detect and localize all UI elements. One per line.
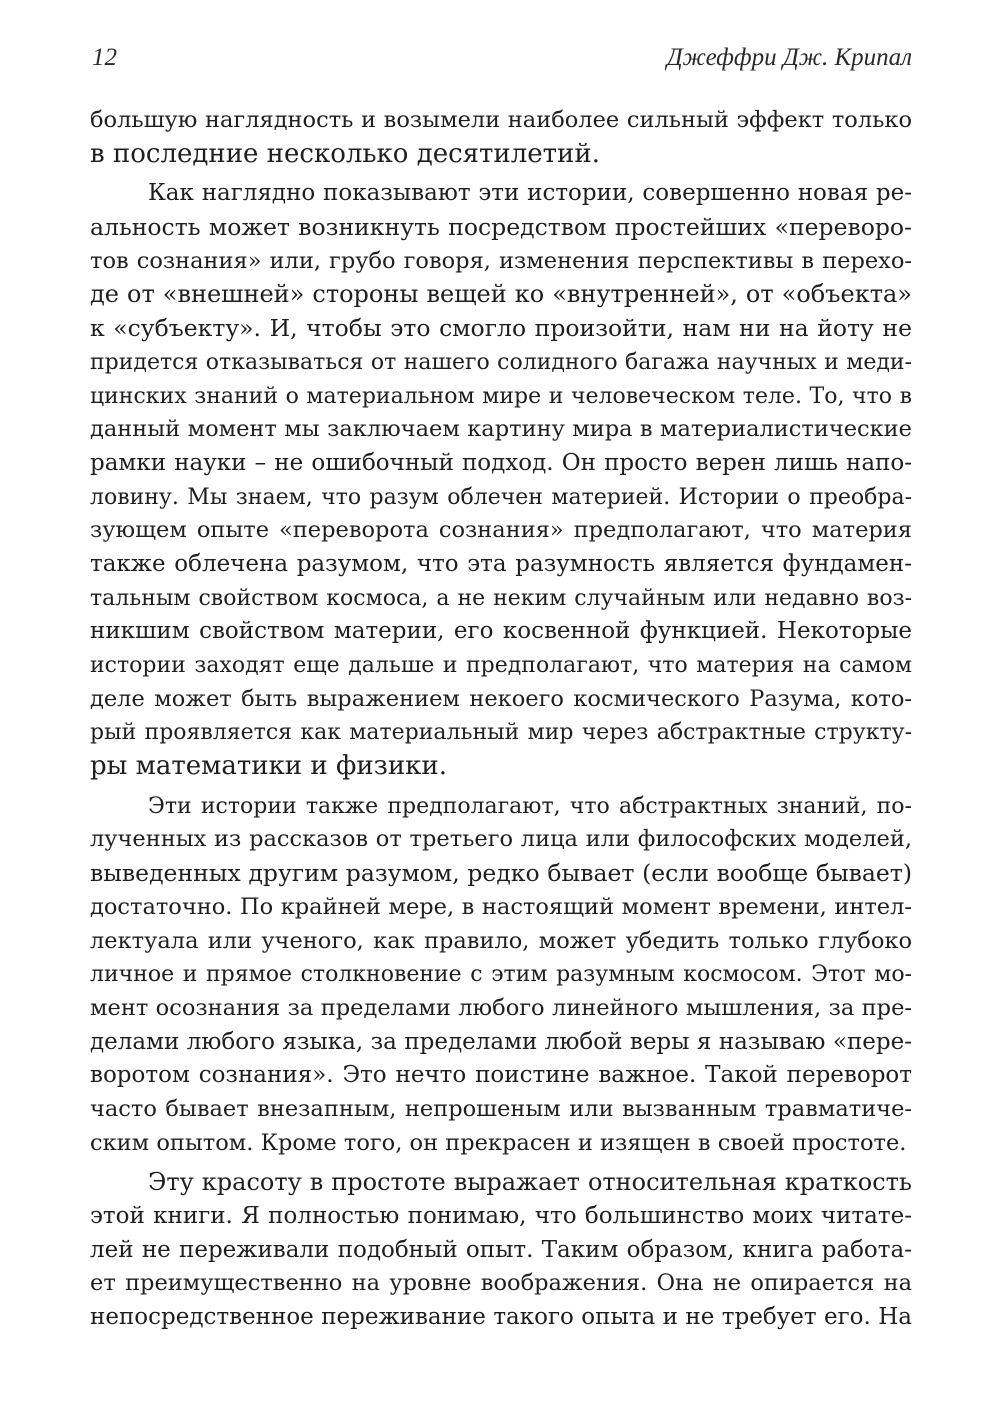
page-number: 12: [92, 44, 117, 71]
text-line: придется отказываться от нашего солидного багажа научных и меди-: [90, 349, 912, 375]
text-line: истории заходят еще дальше и предполагают, что материя на самом: [90, 653, 912, 678]
text-line: ет преимущественно на уровне воображения. Она не опирается на: [90, 1270, 912, 1297]
paragraph-4: [90, 1166, 912, 1334]
text-line: рый проявляется как материальный мир через абстрактные структу-: [90, 720, 912, 746]
body-text: [90, 104, 912, 1335]
text-line: Как наглядно показывают эти истории, совершенно новая ре-: [148, 180, 912, 207]
text-line: личное и прямое столкновение с этим разумным космосом. Этот мо-: [90, 962, 912, 988]
text-line: этой книги. Я полностью понимаю, что большинство моих читате-: [90, 1203, 912, 1229]
running-header: [92, 44, 912, 80]
text-line: выведенных другим разумом, редко бывает (если вообще бывает): [90, 859, 912, 888]
text-line: деле может быть выражением некоего космического Разума, кото-: [90, 685, 912, 712]
paragraph-3: [90, 790, 912, 1161]
paragraph-2: [90, 177, 912, 783]
text-line: альность может возникнуть посредством простейших «переворо-: [90, 213, 912, 242]
text-line: лученных из рассказов от третьего лица или философских моделей,: [90, 826, 912, 853]
text-line: Эту красоту в простоте выражает относительная краткость: [148, 1168, 912, 1197]
text-line: часто бывает внезапным, непрошеным или вызванным травматиче-: [90, 1095, 912, 1122]
text-line: непосредственное переживание такого опыта и не требует его. На: [90, 1304, 912, 1331]
text-line: ловину. Мы знаем, что разум облечен материей. Истории о преобра-: [90, 484, 912, 510]
text-line: воротом сознания». Это нечто поистине важное. Такой переворот: [90, 1062, 912, 1089]
text-line: тов сознания» или, грубо говоря, изменения перспективы в перехо-: [90, 247, 912, 274]
text-line: в последние несколько десятилетий.: [90, 138, 600, 169]
text-line: достаточно. По крайней мере, в настоящий момент времени, интел-: [90, 893, 912, 920]
text-line: ским опытом. Кроме того, он прекрасен и изящен в своей простоте.: [90, 1129, 907, 1156]
text-line: также облечена разумом, что эта разумность является фундамен-: [90, 550, 912, 577]
text-line: большую наглядность и возымели наиболее сильный эффект только: [90, 107, 912, 133]
paragraph-1: [90, 104, 912, 171]
text-line: рамки науки – не ошибочный подход. Он просто верен лишь напо-: [90, 449, 912, 476]
text-line: лей не переживали подобный опыт. Таким образом, книга работа-: [90, 1236, 912, 1263]
text-line: данный момент мы заключаем картину мира в материалистические: [90, 416, 912, 443]
text-line: мент осознания за пределами любого линейного мышления, за пре-: [90, 994, 912, 1021]
text-line: де от «внешней» стороны вещей ко «внутренней», от «объекта»: [90, 280, 912, 309]
text-line: лектуала или ученого, как правило, может убедить только глубоко: [90, 927, 912, 954]
text-line: ры математики и физики.: [90, 751, 448, 782]
text-line: к «субъекту». И, чтобы это смогло произойти, нам ни на йоту не: [90, 314, 912, 343]
text-line: никшим свойством материи, его косвенной функцией. Некоторые: [90, 618, 912, 645]
text-line: цинских знаний о материальном мире и человеческом теле. То, что в: [90, 383, 912, 409]
text-line: тальным свойством космоса, а не неким случайным или недавно воз-: [90, 585, 912, 611]
text-line: делами любого языка, за пределами любой веры я называю «пере-: [90, 1028, 912, 1055]
text-line: зующем опыте «переворота сознания» предполагают, что материя: [90, 517, 912, 544]
text-line: Эти истории также предполагают, что абстрактных знаний, по-: [148, 793, 912, 819]
running-title: Джеффри Дж. Крипал: [666, 44, 912, 71]
